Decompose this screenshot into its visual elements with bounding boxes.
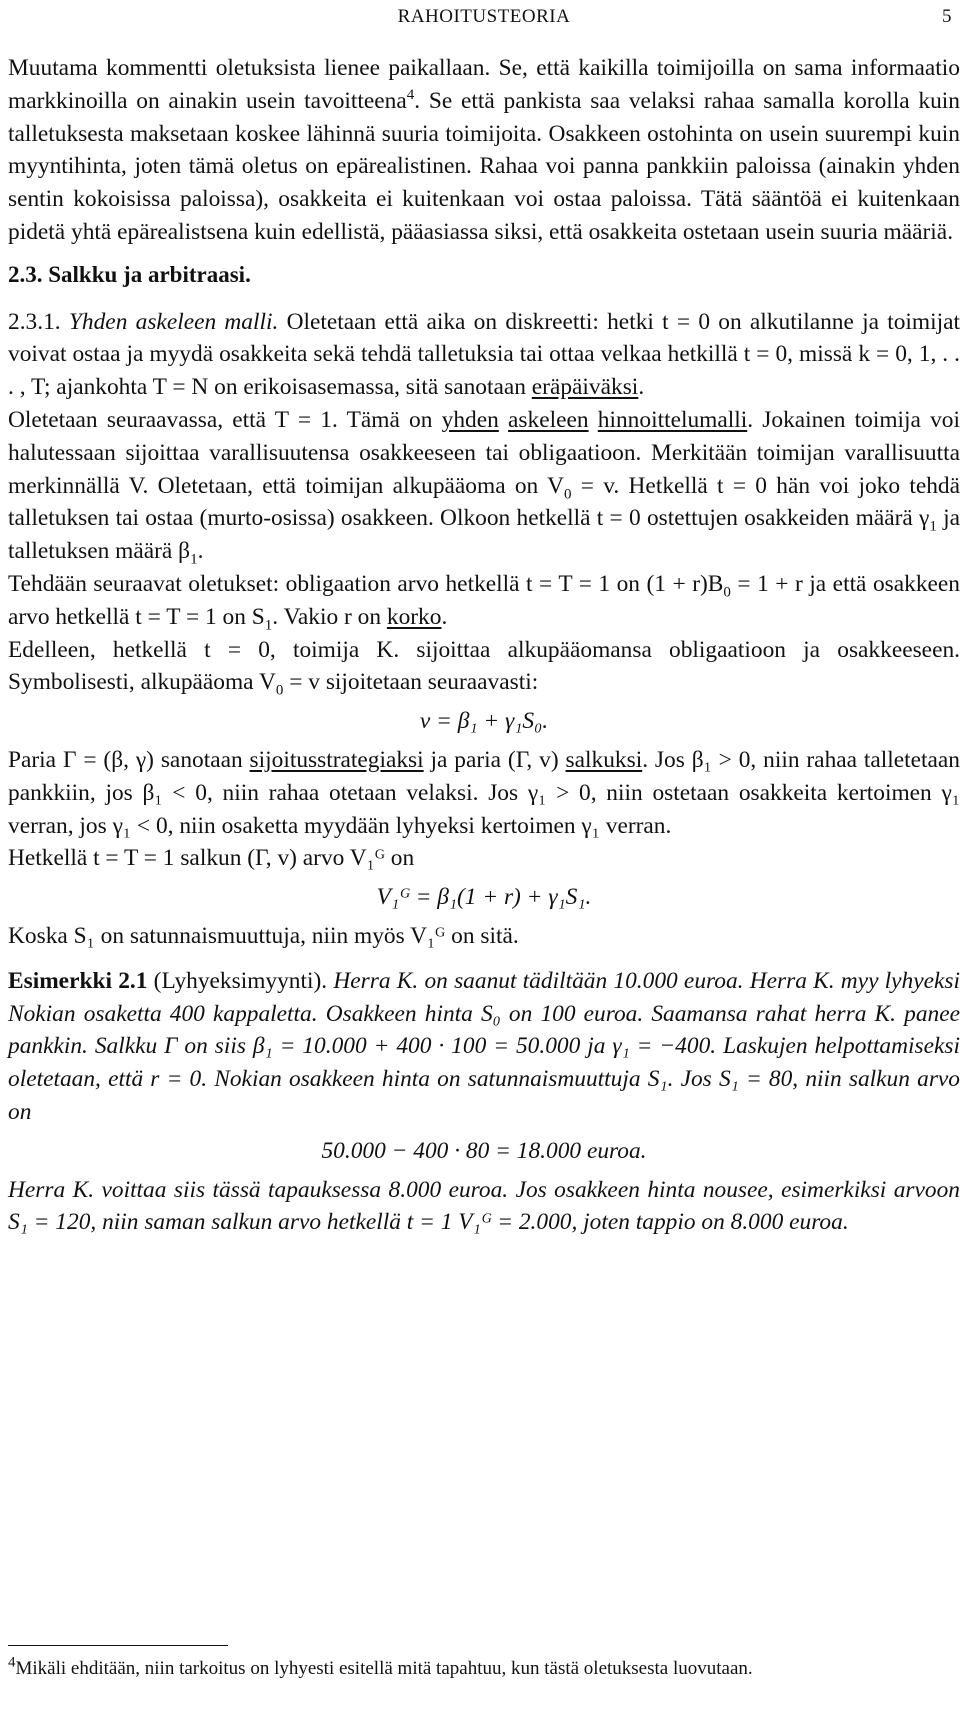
para4-a: Edelleen, hetkellä t = 0, toimija K. sijoittaa alkupääomansa obligaatioon ja osakkeeseen. Symbolisesti, alkupääoma V xyxy=(8,636,960,696)
para3-sub1: 1 xyxy=(264,617,273,634)
paragraph-random: Koska S₁ on satunnaismuuttuja, niin myös V₁ᴳ on sitä. xyxy=(8,922,519,949)
term-askeleen: askeleen xyxy=(508,406,589,433)
running-header xyxy=(8,6,960,36)
paragraph-assumptions xyxy=(8,568,960,634)
example-equation: 50.000 − 400 · 80 = 18.000 euroa. xyxy=(321,1137,647,1164)
para5-a: Paria Γ = (β, γ) sanotaan xyxy=(8,746,250,773)
para5-b: ja paria (Γ, v) xyxy=(423,746,566,773)
term-sijoitusstrategiaksi: sijoitusstrategiaksi xyxy=(249,746,424,773)
para2-d: ja talletuksen määrä β xyxy=(8,505,960,565)
paragraph-strategy xyxy=(8,744,960,842)
footnote xyxy=(8,1655,960,1682)
para3-c: . Vakio r on xyxy=(272,603,387,630)
main-text xyxy=(8,52,960,1239)
header-title: RAHOITUSTEORIA xyxy=(397,6,571,27)
footnote-ref[interactable]: 4 xyxy=(406,87,415,103)
paragraph-value: Hetkellä t = T = 1 salkun (Γ, v) arvo V₁ᴳ on xyxy=(8,845,415,872)
equation-2: V₁ᴳ = β₁(1 + r) + γ₁S₁. xyxy=(376,884,592,911)
document-page xyxy=(8,0,960,1736)
para2-b: . Jokainen toimija voi halutessaan sijoittaa varallisuutensa osakkeeseen tai obligaatioon. Merkitään toimijan varallisuutta merkinnällä V. Oletetaan, että toimijan alkupääoma on V xyxy=(8,406,960,499)
example-paragraph xyxy=(8,965,960,1129)
para2-sub1: 1 xyxy=(929,519,937,536)
para3-b: = 1 + r ja että osakkeen arvo hetkellä t = T = 1 on S xyxy=(8,570,960,630)
para3-sub0: 0 xyxy=(723,584,731,601)
example-label: Esimerkki 2.1 xyxy=(8,967,148,994)
footnote-rule xyxy=(8,1645,228,1646)
para3-a: Tehdään seuraavat oletukset: obligaation arvo hetkellä t = T = 1 on (1 + r)B xyxy=(8,570,724,597)
intro-paragraph xyxy=(8,52,960,249)
para2-sub0: 0 xyxy=(564,486,572,503)
paragraph-investment xyxy=(8,634,960,700)
spacer xyxy=(8,953,960,965)
term-hinnoittelumalli: hinnoittelumalli xyxy=(597,406,748,433)
intro-text-1: Muutama kommentti oletuksista lienee paikallaan. Se, että kaikilla toimijoilla on sama informaatio markkinoilla on ainakin usein tavoitteena xyxy=(8,55,960,114)
example-paren: (Lyhyeksimyynti). xyxy=(147,967,328,994)
para2-c: = v. Hetkellä t = 0 hän voi joko tehdä talletuksen tai ostaa (murto-osissa) osakkeen. Olkoon hetkellä t = 0 ostettujen osakkeiden määrä γ xyxy=(8,472,960,532)
para2-sub2: 1 xyxy=(190,551,198,568)
paragraph-model xyxy=(8,404,960,568)
page-number: 5 xyxy=(942,6,952,27)
example-text: Herra K. on saanut tädiltään 10.000 euroa. Herra K. myy lyhyeksi Nokian osaketta 400 kappaletta. Osakkeen hinta S₀ on 100 euroa. Saamansa rahat herra K. panee pankkin. Salkku Γ on siis β₁ = 10.000 + 400 · 100 = 50.000 ja γ₁ = −400. Laskujen helpottamiseksi oletetaan, että r = 0. Nokian osakkeen hinta on satunnaismuuttuja S₁. Jos S₁ = 80, niin salkun arvo on xyxy=(8,967,960,1125)
subsection-paragraph xyxy=(8,306,960,404)
footnote-text: Mikäli ehditään, niin tarkoitus on lyhyesti esitellä mitä tapahtuu, kun tästä oletuksesta luovutaan. xyxy=(15,1658,753,1679)
term-salkuksi: salkuksi xyxy=(565,746,643,773)
para2-a: Oletetaan seuraavassa, että T = 1. Tämä on xyxy=(8,406,442,433)
term-erapaivaksi: eräpäiväksi xyxy=(531,374,639,401)
para4-b: = v sijoitetaan seuraavasti: xyxy=(283,669,539,696)
para2-e: . xyxy=(197,538,204,565)
intro-text-2: . Se että pankista saa velaksi rahaa samalla korolla kuin talletuksesta maksetaan koskee lähinnä suuria toimijoita. Osakkeen ostohinta on usein suurempi kuin myyntihinta, joten tämä oletus on epärealistinen. Rahaa voi panna pankkiin paloissa (ainakin yhden sentin kokoisissa paloissa), osakkeita ei kuitenkaan voi ostaa paloissa. Tätä sääntöä ei kuitenkaan pidetä yhtä epärealistsena kuin edellistä, pääasiassa siksi, että osakkeita ostetaan usein suuria määriä. xyxy=(8,87,960,245)
subsection-title: Yhden askeleen malli. xyxy=(68,308,279,335)
footnote-mark: 4 xyxy=(8,1654,16,1671)
subsection-number: 2.3.1. xyxy=(8,308,61,335)
para4-sub0: 0 xyxy=(275,683,284,700)
subsection-text-a: Oletetaan että aika on diskreetti: hetki t = 0 on alkutilanne ja toimijat voivat ostaa ja myydä osakkeita sekä tehdä talletuksia tai ottaa velkaa hetkillä t = 0, missä k = 0, 1, . . . , T; ajankohta T = N on erikoisasemassa, sitä sanotaan xyxy=(8,308,960,401)
section-heading: 2.3. Salkku ja arbitraasi. xyxy=(8,261,251,287)
para3-d: . xyxy=(441,603,448,630)
term-yhden: yhden xyxy=(441,406,499,433)
para5-c: . Jos β₁ > 0, niin rahaa talletetaan pankkiin, jos β₁ < 0, niin rahaa otetaan velaksi. Jos γ₁ > 0, niin ostetaan osakkeita kertoimen γ₁ verran, jos γ₁ < 0, niin osaketta myydään lyhyeksi kertoimen γ₁ verran. xyxy=(8,746,960,839)
term-korko: korko xyxy=(386,603,442,630)
example-conclusion: Herra K. voittaa siis tässä tapauksessa 8.000 euroa. Jos osakkeen hinta nousee, esimerkiksi arvoon S₁ = 120, niin saman salkun arvo hetkellä t = 1 V₁ᴳ = 2.000, joten tappio on 8.000 euroa. xyxy=(8,1176,960,1236)
subsection-text-b: . xyxy=(638,374,645,401)
equation-1: v = β₁ + γ₁S₀. xyxy=(419,708,549,735)
